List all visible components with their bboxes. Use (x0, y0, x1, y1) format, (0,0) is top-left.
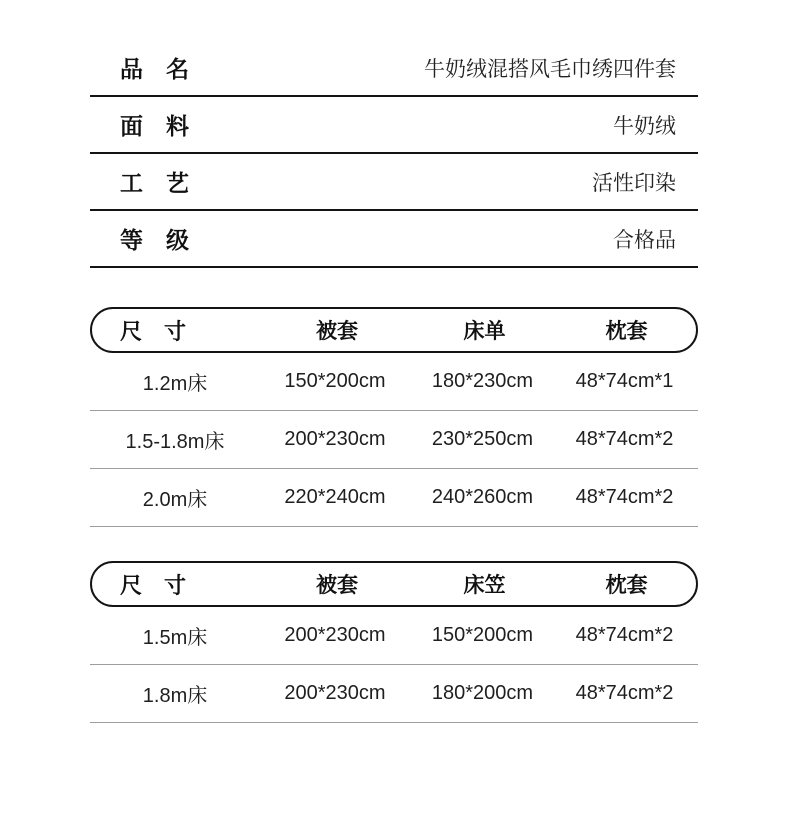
spec-label: 工 艺 (120, 170, 189, 196)
spec-label: 品 名 (120, 56, 189, 82)
cell-pillowcase: 48*74cm*2 (575, 428, 674, 450)
cell-duvet-cover: 200*230cm (284, 624, 386, 646)
spec-value: 活性印染 (592, 171, 676, 195)
cell-bed-size: 1.5m床 (142, 627, 208, 649)
cell-flat-sheet: 240*260cm (431, 486, 534, 508)
table-row (90, 665, 698, 723)
column-header-pillowcase: 枕套 (605, 574, 648, 597)
cell-pillowcase: 48*74cm*2 (575, 624, 674, 646)
spec-value: 牛奶绒 (613, 114, 676, 138)
column-header-duvet-cover: 被套 (316, 320, 358, 343)
size-table-header (90, 561, 698, 607)
cell-bed-size: 1.2m床 (142, 373, 208, 395)
cell-pillowcase: 48*74cm*1 (575, 370, 674, 392)
cell-pillowcase: 48*74cm*2 (575, 486, 674, 508)
spec-row-fabric (90, 97, 698, 154)
cell-duvet-cover: 200*230cm (284, 682, 386, 704)
column-header-duvet-cover: 被套 (316, 574, 358, 597)
size-table-flat-sheet (90, 307, 698, 527)
spec-row-craft (90, 154, 698, 211)
column-header-flat-sheet: 床单 (463, 320, 506, 343)
section-gap (90, 268, 698, 307)
cell-flat-sheet: 230*250cm (431, 428, 534, 450)
cell-bed-size: 1.5-1.8m床 (125, 431, 225, 453)
spec-value: 牛奶绒混搭风毛巾绣四件套 (424, 57, 676, 81)
cell-fitted-sheet: 180*200cm (431, 682, 534, 704)
column-header-pillowcase: 枕套 (605, 320, 648, 343)
spec-label: 面 料 (120, 113, 189, 139)
cell-duvet-cover: 150*200cm (284, 370, 386, 392)
size-table-header (90, 307, 698, 353)
section-gap (90, 527, 698, 561)
spec-list (90, 40, 698, 268)
cell-pillowcase: 48*74cm*2 (575, 682, 674, 704)
cell-duvet-cover: 200*230cm (284, 428, 386, 450)
table-row (90, 411, 698, 469)
size-table-fitted-sheet (90, 561, 698, 723)
table-row (90, 469, 698, 527)
cell-flat-sheet: 180*230cm (431, 370, 534, 392)
cell-bed-size: 2.0m床 (142, 489, 208, 511)
cell-duvet-cover: 220*240cm (284, 486, 386, 508)
column-header-fitted-sheet: 床笠 (463, 574, 506, 597)
column-header-size: 尺 寸 (120, 572, 187, 598)
spec-row-grade (90, 211, 698, 268)
spec-row-product-name (90, 40, 698, 97)
cell-fitted-sheet: 150*200cm (431, 624, 534, 646)
spec-value: 合格品 (613, 228, 676, 252)
spec-label: 等 级 (120, 227, 189, 253)
column-header-size: 尺 寸 (120, 318, 187, 344)
table-row (90, 607, 698, 665)
cell-bed-size: 1.8m床 (142, 685, 208, 707)
table-row (90, 353, 698, 411)
product-spec-sheet (90, 0, 698, 723)
